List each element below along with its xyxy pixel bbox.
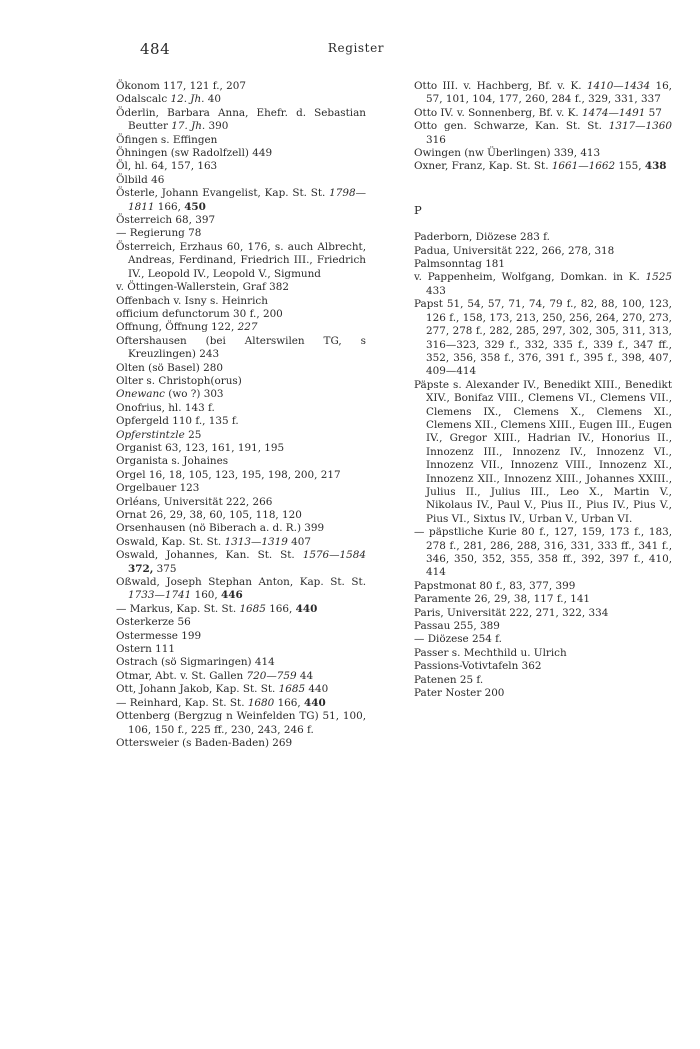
index-entry-segment: Patenen 25 f. [414,673,484,686]
index-entry-segment: v. Pappenheim, Wolfgang, Domkan. in K. [414,271,646,284]
index-group-p [414,231,672,700]
index-entry-segment: Palmsonntag 181 [414,258,506,271]
index-entry [116,160,366,173]
index-entry-segment: 57 [645,106,662,119]
index-entry [116,670,366,683]
index-entry-segment: 1685 [239,602,266,615]
index-entry-segment: 166, [265,602,296,615]
index-entry [116,429,366,442]
index-entry [116,683,366,696]
index-entry [116,442,366,455]
index-entry-segment: 440 [304,696,326,709]
index-entry-segment: Osterkerze 56 [116,616,191,629]
index-entry-segment: 390 [205,120,229,133]
index-entry [414,526,672,580]
index-entry [116,549,366,576]
index-entry-segment: Orsenhausen (nö Biberach a. d. R.) 399 [116,522,325,535]
index-group-o-end [414,80,672,174]
index-entry-segment: 1474—1491 [582,106,646,119]
index-entry [116,656,366,669]
index-entry [116,576,366,603]
index-entry [116,362,366,375]
index-entry [116,522,366,535]
index-entry [116,281,366,294]
index-entry-segment: Öl, hl. 64, 157, 163 [116,160,218,173]
index-entry-segment: Ostrach (sö Sigmaringen) 414 [116,656,275,669]
index-entry-segment: 440 [295,602,318,615]
index-entry-segment: Ostermesse 199 [116,629,202,642]
index-entry-segment: Paramente 26, 29, 38, 117 f., 141 [414,593,591,606]
index-entry [116,509,366,522]
index-entry-segment: Öfingen s. Effingen [116,133,218,146]
index-entry [116,643,366,656]
index-entry-segment: Österle, Johann Evangelist, Kap. St. St. [116,187,330,200]
index-entry-segment: Orléans, Universität 222, 266 [116,495,273,508]
index-entry-segment: Oswald, Kap. St. St. [116,535,225,548]
index-entry [116,335,366,362]
index-entry-segment: Otmar, Abt. v. St. Gallen [116,669,247,682]
index-entry-segment: Päpste s. Alexander IV., Benedikt XIII., Benedikt XIV., Bonifaz VIII., Clemens VI., Clemens VII., Clemens IX., Clemens X., Clemens XI., Clemens XII., Clemens XIII., Eugen III., Eugen IV., Gregor XIII., Hadrian IV., Honorius II., Innozenz III., Innozenz IV., Innozenz VI., Innozenz VII., Innozenz VIII., Innozenz XI., Innozenz XII., Innozenz XIII., Johannes XXIII., Julius II., Julius III., Leo X., Martin V., Nikolaus IV., Paul V., Pius II., Pius IV., Pius V., Pius VI., Sixtus IV., Urban V., Urban VI. [414,378,672,525]
index-entry-segment: Papst 51, 54, 57, 71, 74, 79 f., 82, 88, 100, 123, 126 f., 158, 173, 213, 250, 256, 264, 270, 273, 277, 278 f., 282, 285, 297, 302, 305, 311, 313, 316—323, 329 f., 332, 335 f., 339 f., 347 ff., 352, 356, 358 f., 376, 391 f., 395 f., 398, 407, 409—414 [414,298,672,378]
index-entry [414,120,672,147]
index-entry-segment: Ott, Johann Jakob, Kap. St. St. [116,683,279,696]
index-entry [414,147,672,160]
index-entry [116,630,366,643]
index-entry-segment: 433 [426,284,446,297]
index-entry [116,174,366,187]
index-entry-segment: 720—759 [246,669,297,682]
index-entry [116,187,366,214]
index-entry [116,107,366,134]
index-entry-segment: Opfergeld 110 f., 135 f. [116,415,239,428]
index-entry [116,93,366,106]
index-entry [116,737,366,750]
index-entry [116,616,366,629]
index-entry-segment: Öhningen (sw Radolfzell) 449 [116,147,273,160]
index-entry [414,660,672,673]
index-entry [116,388,366,401]
index-entry-segment: 440 [305,683,329,696]
index-entry-segment: Papstmonat 80 f., 83, 377, 399 [414,579,576,592]
index-entry [116,603,366,616]
index-entry-segment: 1313—1319 [224,535,288,548]
index-entry [116,697,366,710]
index-entry-segment: 12. Jh. [170,93,205,106]
index-entry-segment: Onewanc [116,388,165,401]
index-entry-segment: Olten (sö Basel) 280 [116,361,223,374]
index-entry [116,227,366,240]
index-entry [414,271,672,298]
index-entry-segment: Owingen (nw Überlingen) 339, 413 [414,147,601,160]
index-entry-segment: 166, [154,200,185,213]
index-entry-segment: Organist 63, 123, 161, 191, 195 [116,441,285,454]
page-number: 484 [140,40,171,58]
index-entry-segment: Orgelbauer 123 [116,482,200,495]
index-entry-segment: Otto gen. Schwarze, Kan. St. St. [414,120,609,133]
index-entry [414,245,672,258]
index-entry [414,687,672,700]
index-entry [116,147,366,160]
index-entry [414,593,672,606]
index-entry-segment: 438 [644,160,667,173]
index-entry-segment: 1680 [247,696,275,709]
index-entry-segment: Opferstintzle [116,428,185,441]
index-entry-segment: Paris, Universität 222, 271, 322, 334 [414,606,609,619]
index-entry-segment: Organista s. Johaines [116,455,229,468]
index-entry-segment: Pater Noster 200 [414,687,505,700]
index-entry-segment: Onofrius, hl. 143 f. [116,401,215,414]
index-entry-segment: Offnung, Öffnung 122, [116,321,238,334]
index-entry-segment: 17. Jh. [171,120,206,133]
index-entry-segment: Oswald, Johannes, Kan. St. St. [116,549,303,562]
page-header [140,40,572,64]
index-entry-segment: 1525 [645,271,672,284]
index-entry-segment: Paderborn, Diözese 283 f. [414,231,550,244]
index-entry-segment: — Diözese 254 f. [414,633,502,646]
index-entry [414,107,672,120]
index-entry [414,633,672,646]
index-entry [414,647,672,660]
index-entry [116,241,366,281]
index-entry-segment: 44 [296,669,314,682]
index-entry [116,321,366,334]
index-entry-segment: Padua, Universität 222, 266, 278, 318 [414,244,615,257]
index-entry [116,710,366,737]
index-entry-segment: 1661—1662 [551,160,616,173]
index-entry-segment: Oftershausen (bei Alterswilen TG, s Kreuzlingen) 243 [116,334,366,361]
index-entry [414,160,672,173]
index-entry-segment: 40 [204,93,222,106]
index-entry [414,80,672,107]
index-entry-segment: 16, 57, 101, 104, 177, 260, 284 f., 329, 331, 337 [426,80,672,106]
index-entry-segment: officium defunctorum 30 f., 200 [116,307,283,320]
index-entry [116,80,366,93]
index-entry [116,214,366,227]
index-entry [116,469,366,482]
index-entry-segment: 1733—1741 [128,589,192,602]
index-entry-segment: — päpstliche Kurie 80 f., 127, 159, 173 f., 183, 278 f., 281, 286, 288, 316, 331, 333 ff., 341 f., 346, 350, 352, 355, 358 ff., 392, 397 f., 410, 414 [414,526,672,579]
index-entry-segment: 1317—1360 [608,120,672,133]
index-column-right [414,80,672,700]
index-entry-segment: Ostern 111 [116,643,175,656]
index-entry-segment: — Reinhard, Kap. St. St. [116,696,248,709]
index-entry [414,379,672,526]
index-entry [116,455,366,468]
index-entry-segment: 316 [426,133,446,146]
index-entry [414,620,672,633]
index-entry-segment: Otto IV. v. Sonnenberg, Bf. v. K. [414,106,583,119]
index-entry-segment: — Markus, Kap. St. St. [116,602,240,615]
index-entry-segment: Ölbild 46 [116,173,165,186]
index-entry-segment: — Regierung 78 [116,227,202,240]
index-entry [116,308,366,321]
index-entry-segment: 407 [287,535,311,548]
index-entry-segment: 155, [615,160,645,173]
index-entry-segment: Ökonom 117, 121 f., 207 [116,80,246,92]
index-entry-segment: Passau 255, 389 [414,620,500,633]
index-entry-segment: v. Öttingen-Wallerstein, Graf 382 [116,281,290,294]
running-head: Register [327,41,385,55]
index-entry-segment: 450 [184,200,206,213]
index-entry-segment: (wo ?) 303 [164,388,224,401]
index-entry-segment: 160, [191,589,222,602]
section-letter-heading: P [414,202,422,217]
index-entry-segment: Offenbach v. Isny s. Heinrich [116,294,268,307]
index-entry-segment: Otto III. v. Hachberg, Bf. v. K. [414,80,587,92]
index-entry-segment: 1410—1434 [586,80,651,92]
index-entry-segment: Österreich, Erzhaus 60, 176, s. auch Albrecht, Andreas, Ferdinand, Friedrich III., Friedrich IV., Leopold IV., Leopold V., Sigmund [116,240,366,280]
index-entry [116,134,366,147]
index-entry-segment: 227 [237,321,258,334]
index-entry [116,375,366,388]
index-entry [116,496,366,509]
index-entry-segment: Odalscalc [116,93,171,106]
index-entry [116,415,366,428]
index-entry [116,482,366,495]
index-entry-segment: 25 [184,428,202,441]
index-entry [414,298,672,378]
index-entry-segment: Österreich 68, 397 [116,214,216,227]
index-entry-segment: 446 [221,589,243,602]
index-entry-segment: 166, [274,696,305,709]
index-entry-segment: Ottenberg (Bergzug n Weinfelden TG) 51, 100, 106, 150 f., 225 ff., 230, 243, 246 f. [116,710,366,736]
index-entry-segment: Öderlin, Barbara Anna, Ehefr. d. Sebastian Beutter [116,106,366,133]
index-entry [414,231,672,244]
index-column-left [116,80,366,750]
index-entry-segment: Ornat 26, 29, 38, 60, 105, 118, 120 [116,509,302,521]
index-entry-segment: 1576—1584 [302,549,366,562]
index-entry [414,258,672,271]
index-entry [116,295,366,308]
index-entry-segment: Oßwald, Joseph Stephan Anton, Kap. St. St. [116,576,366,589]
index-entry-segment: 1798—1811 [128,187,366,213]
index-entry [414,607,672,620]
index-entry-segment: Ottersweier (s Baden-Baden) 269 [116,736,293,749]
index-entry [116,536,366,549]
index-entry-segment: 372, [128,562,154,575]
index-entry-segment: Orgel 16, 18, 105, 123, 195, 198, 200, 217 [116,468,341,481]
index-entry-segment: 1685 [278,683,306,696]
index-entry [116,402,366,415]
index-entry-segment: Oxner, Franz, Kap. St. St. [414,160,552,173]
index-entry [414,674,672,687]
index-entry [414,580,672,593]
index-entry-segment: Passer s. Mechthild u. Ulrich [414,646,567,659]
index-entry-segment: 375 [153,562,177,575]
index-entry-segment: Olter s. Christoph(orus) [116,374,242,387]
index-entry-segment: Passions-Votivtafeln 362 [414,660,542,673]
